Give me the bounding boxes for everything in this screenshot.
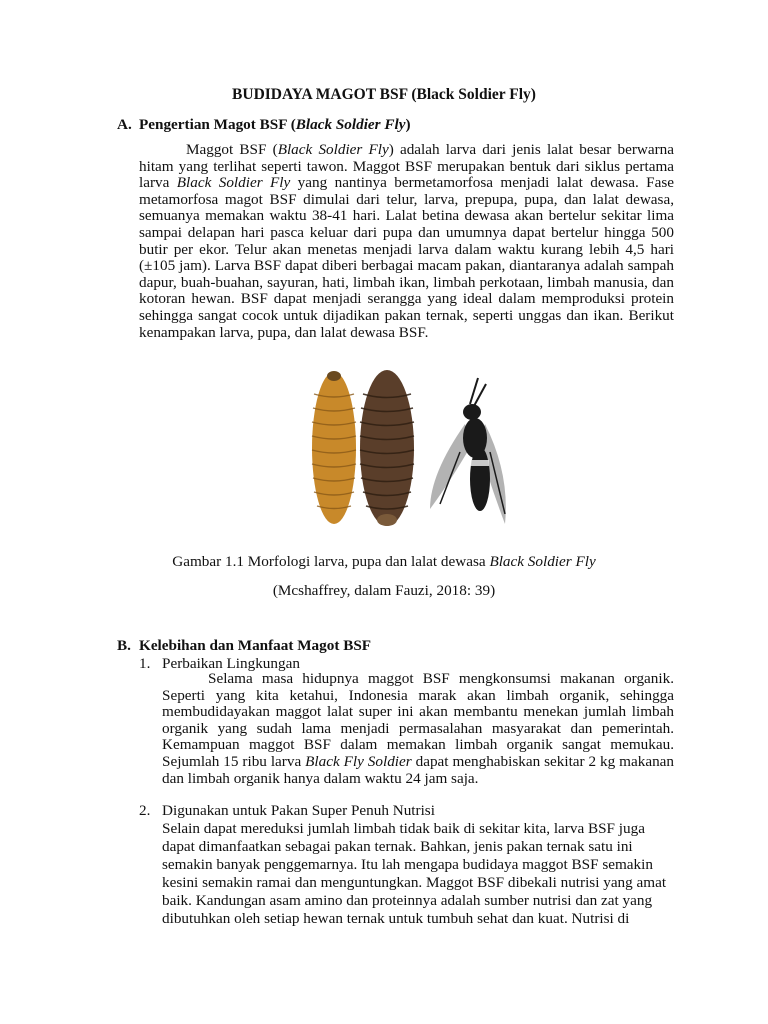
para-text: ) adalah larva dari jenis lalat besar berwarna hitam yang terlihat seperti tawon. Maggot BSF merupakan bentuk dari siklus pertama larva <box>139 141 675 192</box>
adult-fly-image <box>430 378 506 524</box>
para-text: yang nantinya bermetamorfosa menjadi lalat dewasa. Fase metamorfosa magot BSF dimulai dari telur, larva, prepupa, pupa, dan lalat dewasa, semuanya memakan waktu 38-41 hari. Lalat betina dewasa akan bertelur sekitar lima sampai delapan hari pasca keluar dari pupa dan umumnya dapat bertelur hingga 500 butir per ekor. Telur akan menetas menjadi larva dalam waktu kurang lebih 4,5 hari (±105 jam). Larva BSF dapat diberi berbagai macam pakan, diantaranya adalah sampah dapur, buah-buahan, sayuran, hati, limbah ikan, limbah perkotaan, limbah manusia, dan kotoran hewan. BSF dapat menjadi serangga yang ideal dalam memproduksi protein sehingga sangat cocok untuk dijadikan pakan ternak, seperti unggas dan ikan. Berikut kenampakan larva, pupa, dan lalat dewasa BSF. <box>139 174 674 341</box>
document-title: BUDIDAYA MAGOT BSF (Black Soldier Fly) <box>232 86 536 103</box>
para-text: Maggot BSF ( <box>186 141 278 158</box>
list-item-2-title <box>139 802 435 820</box>
section-a-letter: A. <box>117 116 132 133</box>
para-italic: Black Soldier Fly <box>277 141 389 158</box>
list-number: 1. <box>139 655 151 672</box>
bsf-morphology-figure <box>300 364 520 534</box>
section-a-heading-italic: Black Soldier Fly <box>295 116 406 133</box>
list-title: Digunakan untuk Pakan Super Penuh Nutrisi <box>162 802 435 819</box>
section-a-heading-suffix: ) <box>405 116 411 133</box>
para-italic: Black Soldier Fly <box>176 174 291 192</box>
list-item-1-paragraph <box>162 671 674 787</box>
para-text: dapat menghabiskan sekitar 2 kg makanan dan limbah organik hanya dalam waktu 24 jam saja. <box>162 752 675 787</box>
section-a-heading <box>117 116 411 134</box>
caption-italic: Black Soldier Fly <box>489 553 596 570</box>
section-a-paragraph <box>139 142 674 341</box>
section-b-heading <box>117 637 371 655</box>
figure-source: (Mcshaffrey, dalam Fauzi, 2018: 39) <box>272 582 496 599</box>
para-text: Selama masa hidupnya maggot BSF mengkonsumsi makanan organik. Seperti yang kita ketahui, Indonesia marak akan limbah organik, sehingga membudidayakan maggot lalat super ini akan membantu menekan jumlah limbah organik yang sudah lama menjadi permasalahan masyarakat dan pemerintah. Kemampuan maggot BSF dalam memakan limbah organik sangat memukau. Sejumlah 15 ribu larva <box>162 670 674 770</box>
larva-image <box>312 371 356 524</box>
figure-caption <box>0 553 768 571</box>
para-italic: Black Fly Soldier <box>305 752 412 770</box>
pupa-image <box>360 370 414 526</box>
section-b-letter: B. <box>117 637 131 654</box>
section-b-heading-text: Kelebihan dan Manfaat Magot BSF <box>139 637 372 654</box>
list-number: 2. <box>139 802 151 819</box>
section-a-heading-prefix: Pengertian Magot BSF ( <box>139 116 296 133</box>
list-item-2-paragraph: Selain dapat mereduksi jumlah limbah tidak baik di sekitar kita, larva BSF juga dapat dimanfaatkan sebagai pakan ternak. Bahkan, jenis pakan ternak satu ini semakin banyak penggemarnya. Itu lah mengapa budidaya maggot BSF semakin kesini semakin ramai dan menguntungkan. Maggot BSF dibekali nutrisi yang amat baik. Kandungan asam amino dan proteinnya adalah sumber nutrisi dan zat yang dibutuhkan oleh setiap hewan ternak untuk tumbuh sehat dan kuat. Nutrisi di <box>162 820 667 927</box>
caption-text: Gambar 1.1 Morfologi larva, pupa dan lalat dewasa <box>172 553 490 570</box>
list-title: Perbaikan Lingkungan <box>162 655 300 672</box>
